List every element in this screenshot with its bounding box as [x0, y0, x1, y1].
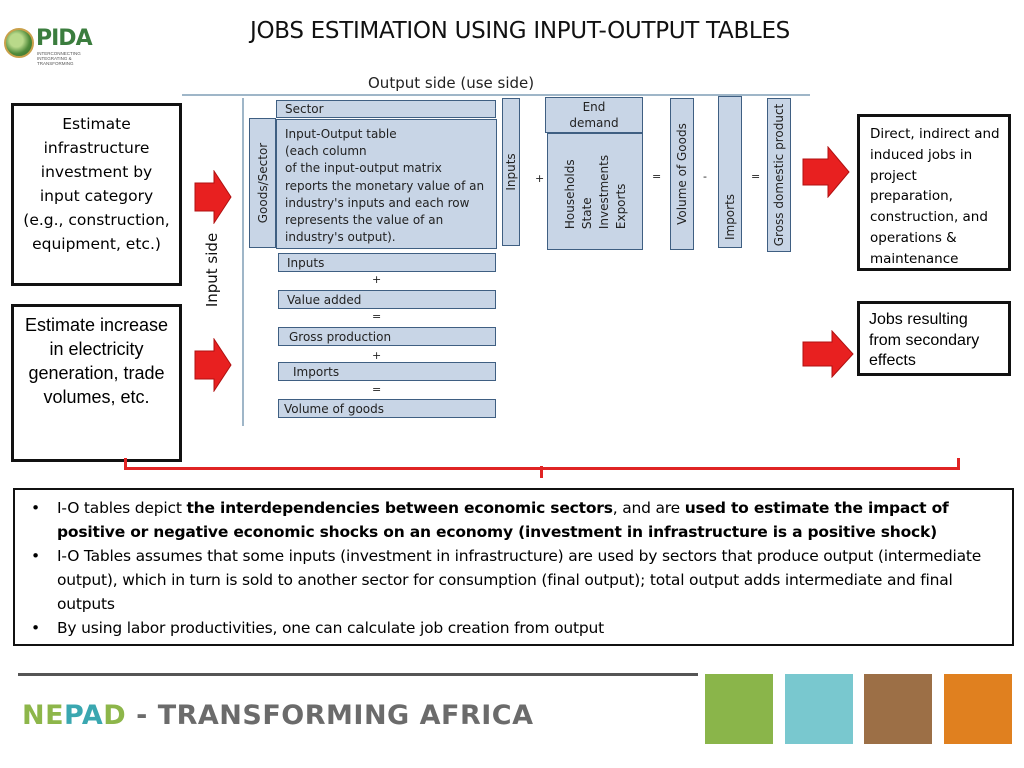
inputs-column-label: Inputs [504, 153, 518, 191]
gdp-column [767, 98, 791, 252]
sector-header [276, 100, 496, 118]
color-square-green [705, 674, 773, 744]
sector-label: Sector [285, 102, 324, 116]
summary-bullet-3: • By using labor productivities, one can calculate job creation from output [27, 616, 1002, 640]
logo-text: PIDA [36, 26, 92, 51]
row-gross-production-label: Gross production [289, 330, 392, 344]
end-demand-header [545, 97, 643, 133]
logo-subtext: INTERCONNECTING INTEGRATING & TRANSFORMING [37, 51, 81, 66]
footer-tagline: - TRANSFORMING AFRICA [126, 700, 534, 731]
output-side-label: Output side (use side) [368, 74, 535, 92]
row-operator-equals-1: = [372, 310, 382, 323]
imports-column [718, 96, 742, 248]
row-value-added [278, 290, 496, 309]
investment-text: Estimate infrastructure investment by input category (e.g., construction, equipment, etc.) [23, 115, 170, 253]
row-volume-of-goods-label: Volume of goods [284, 402, 384, 416]
equals-operator-2: = [751, 170, 761, 183]
summary-bullet-2: • I-O Tables assumes that some inputs (investment in infrastructure) are used by sectors that produce output (intermediate output), which in turn is sold to another sector for consumption (final output); total output adds intermediate and final outputs [27, 544, 1002, 616]
color-square-teal [785, 674, 853, 744]
end-demand-items: Households State Investments Exports [563, 154, 628, 230]
electricity-text: Estimate increase in electricity generation, trade volumes, etc. [24, 315, 169, 407]
pida-logo [4, 24, 104, 68]
row-inputs-label: Inputs [287, 256, 325, 270]
volume-of-goods-column [670, 98, 694, 250]
nepad-logo: NEPAD - TRANSFORMING AFRICA [22, 700, 534, 731]
row-value-added-label: Value added [287, 293, 362, 307]
color-square-brown [864, 674, 932, 744]
plus-operator: + [535, 172, 545, 185]
electricity-box [11, 304, 182, 462]
arrow-right-icon [194, 170, 232, 224]
io-table-box [276, 119, 497, 249]
summary-box [13, 488, 1014, 646]
row-operator-plus-2: + [372, 349, 382, 362]
page-title: JOBS ESTIMATION USING INPUT-OUTPUT TABLES [250, 18, 790, 44]
gdp-column-label: Gross domestic product [772, 103, 786, 247]
goods-sector-label: Goods/Sector [255, 142, 270, 224]
end-demand-items-box [547, 133, 643, 250]
arrow-right-icon [802, 146, 850, 198]
globe-icon [4, 28, 34, 58]
summary-bullet-1: • I-O tables depict the interdependencies between economic sectors, and are used to estimate the impact of positive or negative economic shocks on an economy (investment in infrastructure is a positive shock) [27, 496, 1002, 544]
direct-jobs-box [857, 114, 1011, 271]
output-axis-line [182, 94, 810, 96]
row-imports [278, 362, 496, 381]
inputs-column [502, 98, 520, 246]
row-volume-of-goods [278, 399, 496, 418]
row-operator-equals-2: = [372, 383, 382, 396]
row-inputs [278, 253, 496, 272]
footer-divider [18, 673, 698, 676]
goods-sector-column [249, 118, 276, 248]
arrow-right-icon [802, 330, 854, 378]
secondary-jobs-box [857, 301, 1011, 376]
equals-operator-1: = [652, 170, 662, 183]
row-imports-label: Imports [293, 365, 340, 379]
input-axis-line [242, 98, 244, 426]
summary-bracket-tick [540, 466, 543, 478]
secondary-jobs-text: Jobs resulting from secondary effects [869, 311, 980, 369]
row-gross-production [278, 327, 496, 346]
imports-column-label: Imports [723, 193, 737, 241]
arrow-right-icon [194, 338, 232, 392]
end-demand-label: End demand [569, 100, 619, 130]
minus-operator: - [703, 170, 707, 183]
summary-list [27, 496, 1002, 640]
io-table-text: Input-Output table (each column of the input-output matrix reports the monetary value of an industry's inputs and each row represents the value of an industry's output). [285, 127, 485, 245]
volume-of-goods-label: Volume of Goods [675, 123, 689, 225]
row-operator-plus-1: + [372, 273, 382, 286]
direct-jobs-text: Direct, indirect and induced jobs in project preparation, construction, and operations & maintenance [870, 126, 1000, 267]
color-square-orange [944, 674, 1012, 744]
input-side-label: Input side [203, 232, 221, 308]
investment-box [11, 103, 182, 286]
